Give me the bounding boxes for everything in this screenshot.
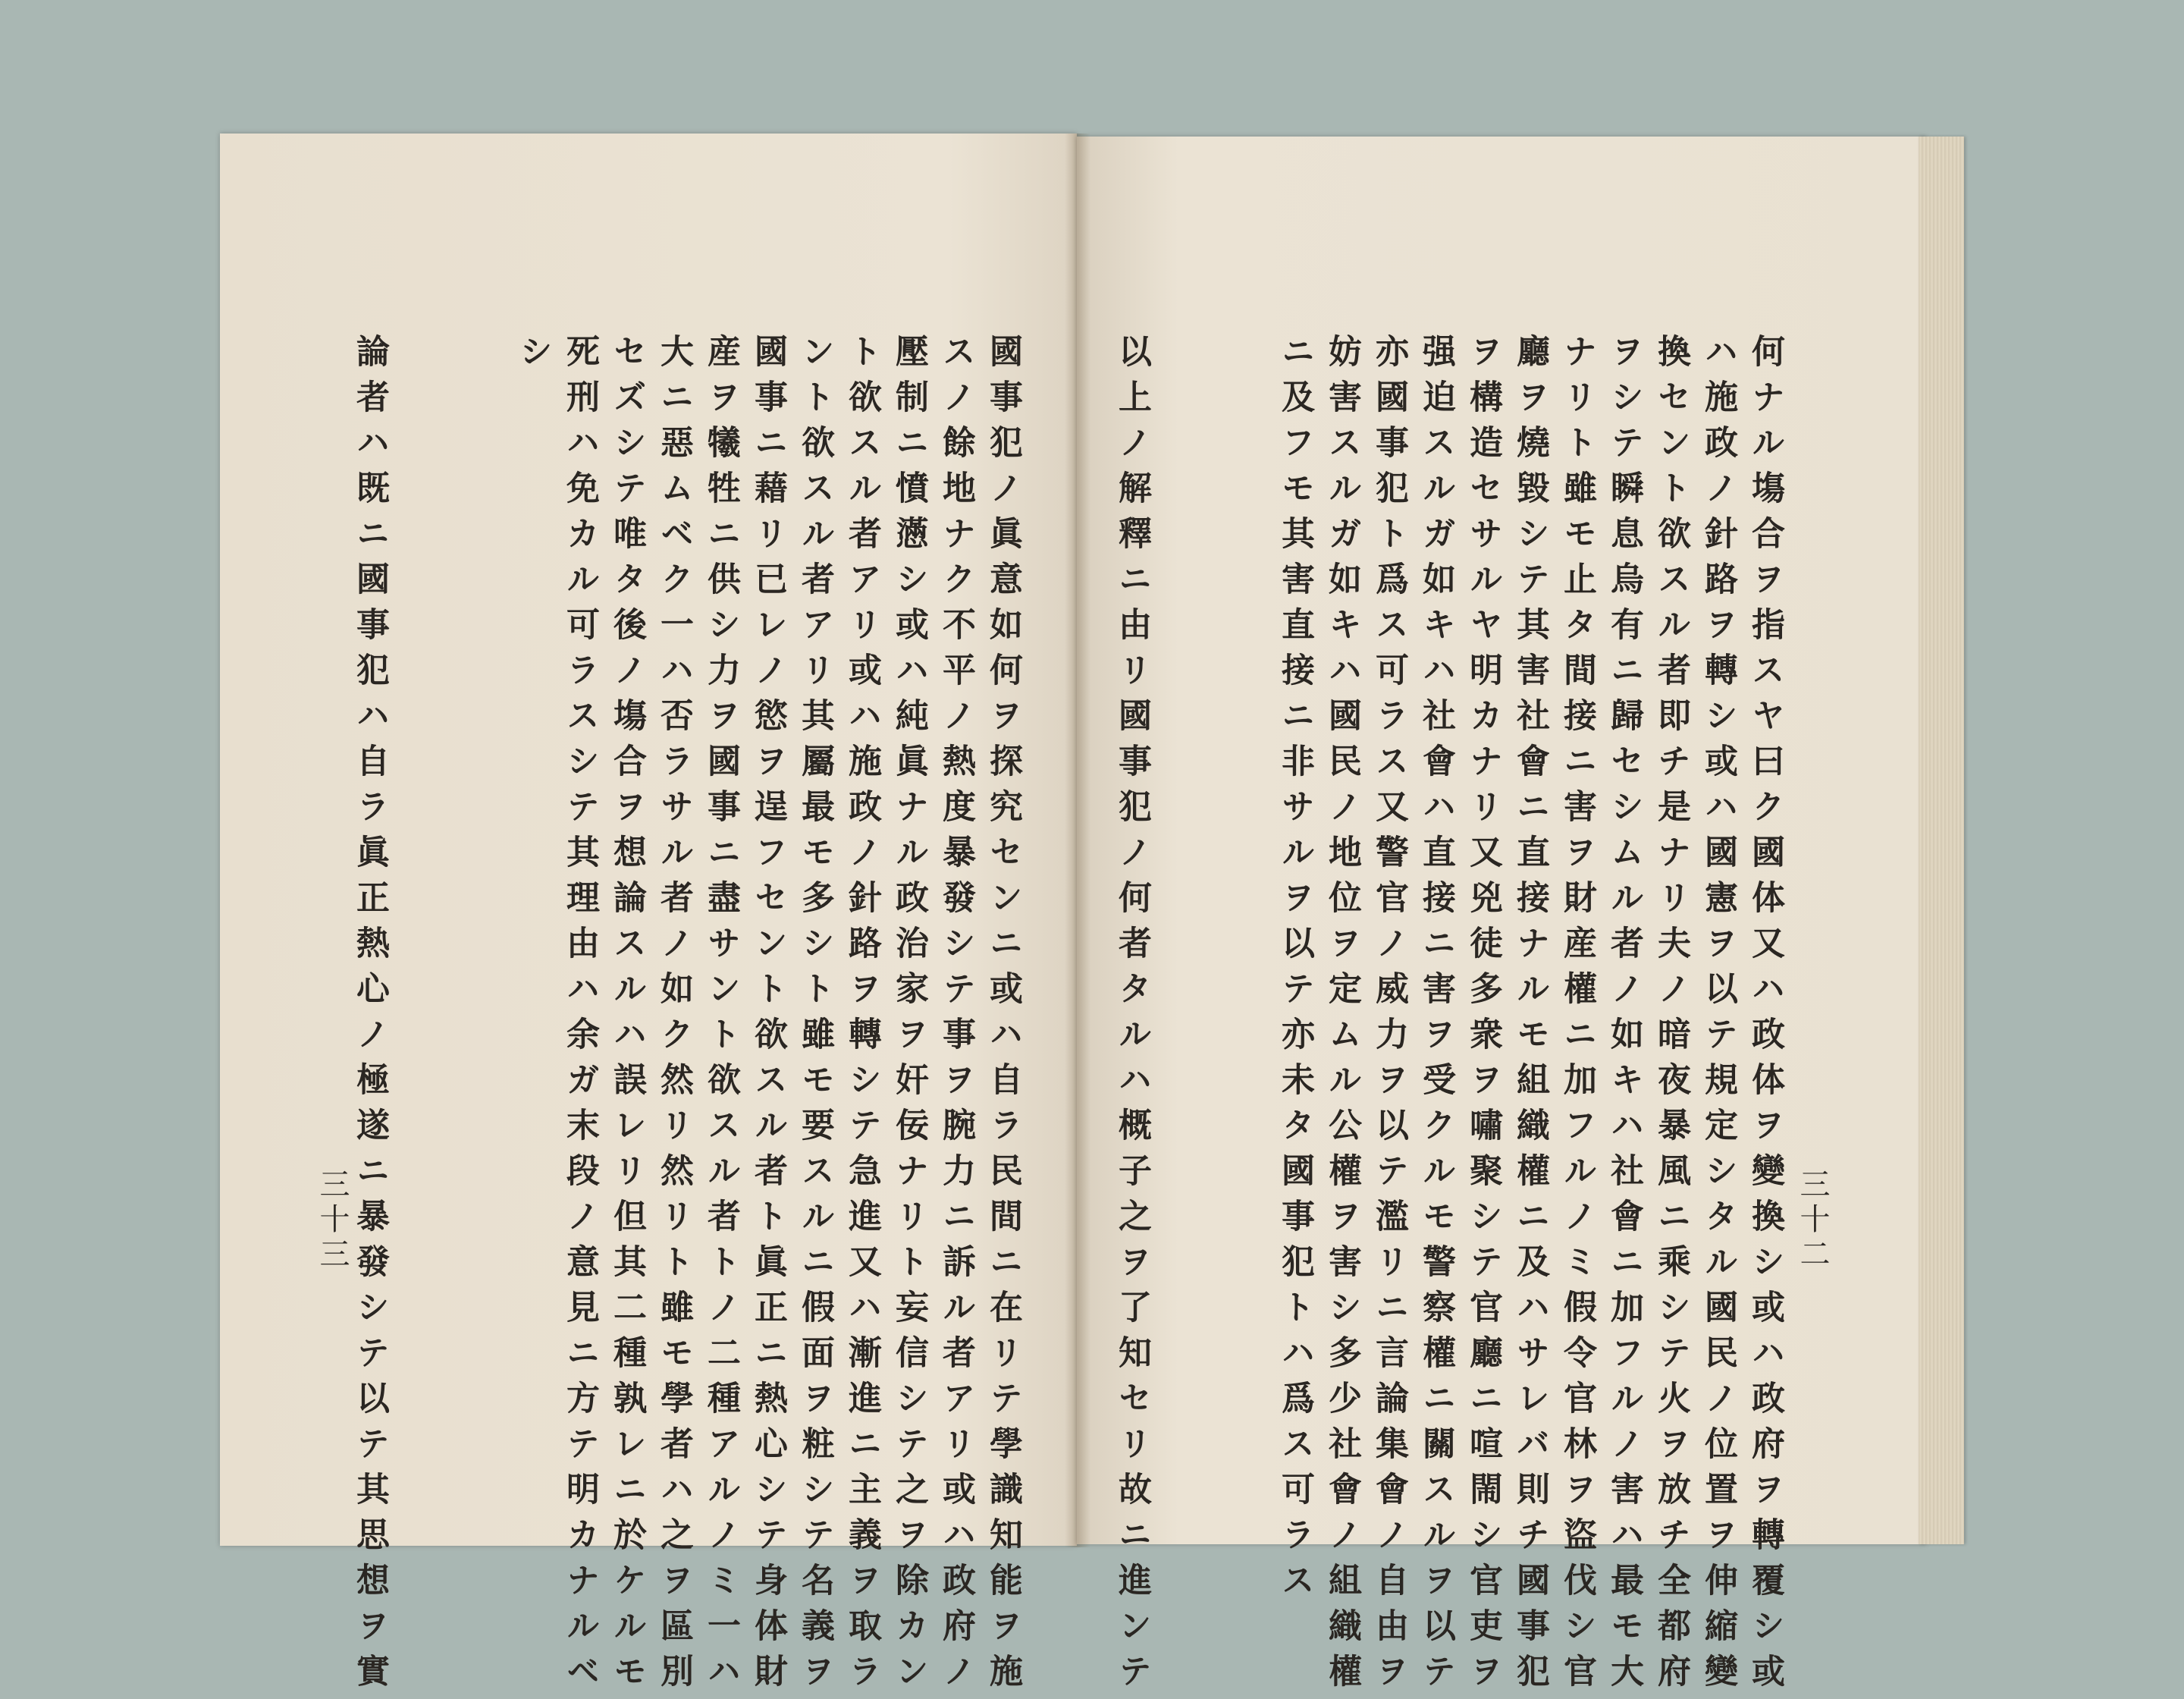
book-gutter — [1065, 133, 1090, 1547]
left-page-column-4: ト欲スル者アリ或ハ施政ノ針路ヲ轉シテ急進又ハ漸進ニ主義ヲ取ラ — [843, 334, 881, 1699]
right-page-column-9: 亦國事犯ト爲ス可ラス又警官ノ威力ヲ以テ濫リニ言論集會ノ自由ヲ — [1370, 334, 1408, 1699]
left-page-column-6: 國事ニ藉リ已レノ慾ヲ逞フセント欲スル者ト眞正ニ熱心シテ身体財 — [748, 334, 787, 1699]
right-page-column-4: ヲシテ瞬息烏有ニ歸セシムル者ノ如キハ社會ニ加フルノ害ハ最モ大 — [1605, 334, 1643, 1699]
left-page-column-1: 國事犯ノ眞意如何ヲ探究センニ或ハ自ラ民間ニ在リテ學識知能ヲ施 — [984, 334, 1022, 1699]
right-page-column-6: 廳ヲ燒毀シテ其害社會ニ直接ナルモ組織權ニ及ハサレバ則チ國事犯 — [1511, 334, 1549, 1699]
left-page-column-3: 壓制ニ憤懣シ或ハ純眞ナル政治家ヲ奸佞ナリト妄信シテ之ヲ除カン — [890, 334, 928, 1699]
right-page-column-5: ナリト雖モ止タ間接ニ害ヲ財産權ニ加フルノミ假令官林ヲ盜伐シ官 — [1558, 334, 1596, 1699]
right-page-column-7: ヲ構造セサルヤ明カナリ又兇徒多衆ヲ嘯聚シテ官廳ニ喧閙シ官吏ヲ — [1464, 334, 1502, 1699]
right-page-column-12: 以上ノ解釋ニ由リ國事犯ノ何者タルハ概子之ヲ了知セリ故ニ進ンテ — [1112, 334, 1151, 1699]
right-page-column-2: ハ施政ノ針路ヲ轉シ或ハ國憲ヲ以テ規定シタル國民ノ位置ヲ伸縮變 — [1699, 334, 1737, 1699]
right-page-column-10: 妨害スルガ如キハ國民ノ地位ヲ定ムル公權ヲ害シ多少社會ノ組織權 — [1323, 334, 1361, 1699]
right-page-column-11: ニ及フモ其害直接ニ非サルヲ以テ亦未タ國事犯トハ爲ス可ラス — [1276, 334, 1314, 1608]
left-page-column-12: 論者ハ既ニ國事犯ハ自ラ眞正熱心ノ極遂ニ暴發シテ以テ其思想ヲ實 — [350, 334, 389, 1699]
left-page-column-7: 産ヲ犧牲ニ供シ力ヲ國事ニ盡サント欲スル者トノ二種アルノミ一ハ — [701, 334, 740, 1699]
left-page-column-10: 死刑ハ免カル可ラスシテ其理由ハ余ガ末段ノ意見ニ方テ明カナルベ — [560, 334, 599, 1699]
right-page-number: 三十二 — [1795, 1168, 1830, 1273]
right-page-column-3: 換セント欲スル者即チ是ナリ夫ノ暗夜暴風ニ乘シテ火ヲ放チ全都府 — [1652, 334, 1690, 1699]
right-page-column-8: 强迫スルガ如キハ社會ハ直接ニ害ヲ受クルモ警察權ニ關スルヲ以テ — [1417, 334, 1455, 1699]
left-page-column-2: スノ餘地ナク不平ノ熱度暴發シテ事ヲ腕力ニ訴ル者アリ或ハ政府ノ — [937, 334, 975, 1699]
left-page-column-9: セズシテ唯タ後ノ塲合ヲ想論スルハ誤レリ但其二種孰レニ於ケルモ — [607, 334, 646, 1699]
right-page-column-1: 何ナル塲合ヲ指スヤ曰ク國体又ハ政体ヲ變換シ或ハ政府ヲ轉覆シ或 — [1746, 334, 1784, 1699]
left-page-column-8: 大ニ惡ムベク一ハ否ラサル者ノ如ク然リ然リト雖モ學者ハ之ヲ區別 — [654, 334, 693, 1699]
left-page-column-11: シ — [513, 334, 552, 379]
left-page-column-5: ント欲スル者アリ其屬最モ多シト雖モ要スルニ假面ヲ粧シテ名義ヲ — [795, 334, 834, 1699]
left-page-number: 三十三 — [315, 1168, 350, 1273]
page-edges — [1919, 137, 1964, 1544]
